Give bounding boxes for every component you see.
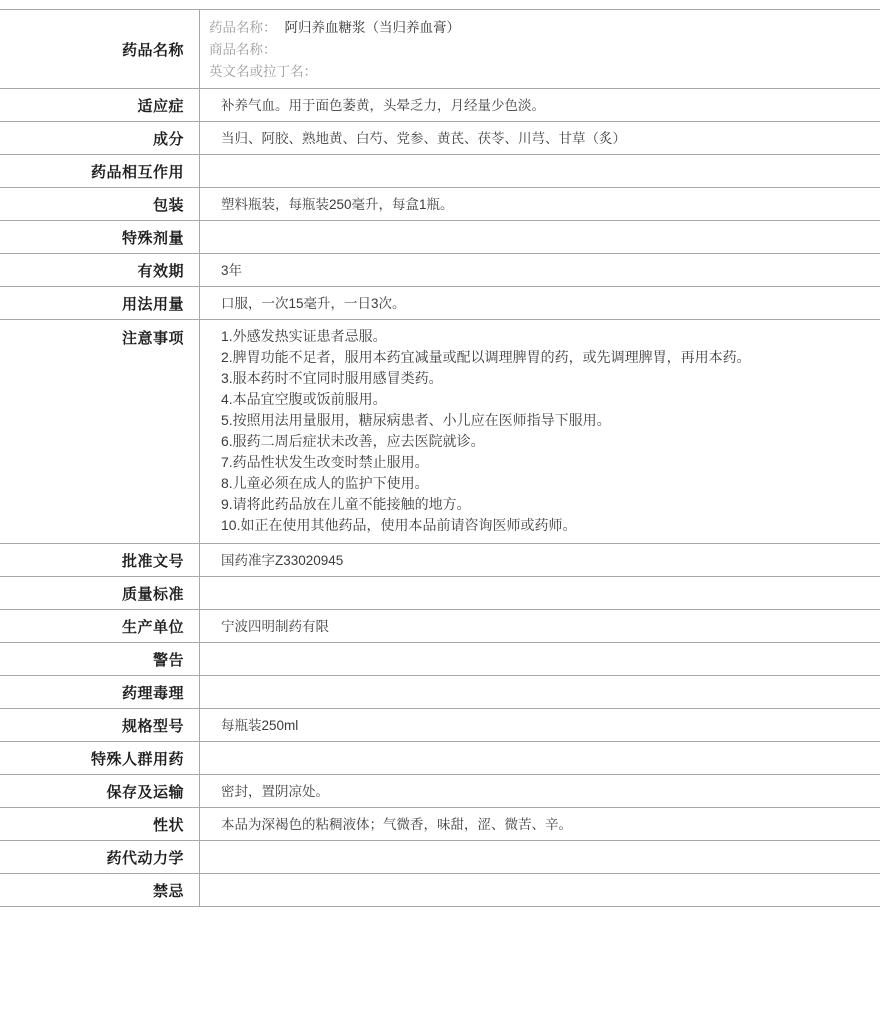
row-value: [200, 676, 880, 708]
english-name-line: [209, 61, 868, 83]
table-row: [0, 708, 880, 741]
row-value: [200, 221, 880, 253]
note-line: 5.按照用法用量服用，糖尿病患者、小儿应在医师指导下服用。: [221, 412, 611, 428]
drug-name-field-label: 药品名称：: [209, 20, 277, 35]
note-line: 6.服药二周后症状未改善，应去医院就诊。: [221, 433, 485, 449]
note-line: 10.如正在使用其他药品，使用本品前请咨询医师或药师。: [221, 517, 577, 533]
row-label: 性状: [0, 808, 200, 840]
row-value: [200, 577, 880, 609]
table-row: [0, 873, 880, 906]
table-row: [0, 675, 880, 708]
row-label: 成分: [0, 122, 200, 154]
row-value: 口服，一次15毫升，一日3次。: [221, 295, 406, 311]
drug-info-table: [0, 9, 880, 907]
note-line: 7.药品性状发生改变时禁止服用。: [221, 454, 429, 470]
row-value: 塑料瓶装，每瓶装250毫升，每盒1瓶。: [221, 196, 454, 212]
row-label: 质量标准: [0, 577, 200, 609]
table-row: [0, 807, 880, 840]
english-name-field-label: 英文名或拉丁名：: [209, 64, 317, 79]
row-value: 宁波四明制药有限: [221, 618, 329, 634]
table-row: [0, 642, 880, 675]
note-line: 8.儿童必须在成人的监护下使用。: [221, 475, 429, 491]
row-value: [200, 841, 880, 873]
table-row: [0, 840, 880, 873]
row-value: [200, 155, 880, 187]
table-row: [0, 774, 880, 807]
row-label: 禁忌: [0, 874, 200, 906]
row-value: 当归、阿胶、熟地黄、白芍、党参、黄芪、茯苓、川芎、甘草（炙）: [221, 130, 626, 146]
row-label: 保存及运输: [0, 775, 200, 807]
row-label: 适应症: [0, 89, 200, 121]
row-label: 药代动力学: [0, 841, 200, 873]
row-label: 有效期: [0, 254, 200, 286]
note-line: 4.本品宜空腹或饭前服用。: [221, 391, 387, 407]
table-row: [0, 286, 880, 319]
table-row: [0, 187, 880, 220]
row-label: 注意事项: [0, 320, 200, 543]
table-row: [0, 741, 880, 774]
row-label: 特殊剂量: [0, 221, 200, 253]
row-value: 密封，置阴凉处。: [221, 783, 329, 799]
row-value: 本品为深褐色的粘稠液体；气微香，味甜，涩、微苦、辛。: [221, 816, 572, 832]
row-label: 生产单位: [0, 610, 200, 642]
row-label: 用法用量: [0, 287, 200, 319]
note-line: 3.服本药时不宜同时服用感冒类药。: [221, 370, 443, 386]
table-row: [0, 253, 880, 286]
table-row: [0, 154, 880, 187]
table-row: [0, 121, 880, 154]
trade-name-line: [209, 39, 868, 61]
row-label: 药品相互作用: [0, 155, 200, 187]
note-line: 9.请将此药品放在儿童不能接触的地方。: [221, 496, 471, 512]
row-value: [200, 320, 880, 543]
table-row: [0, 319, 880, 543]
row-value: 3年: [221, 262, 243, 278]
drug-name-field-value: 阿归养血糖浆（当归养血膏）: [284, 20, 460, 35]
row-label: 批准文号: [0, 544, 200, 576]
row-value: [200, 643, 880, 675]
row-label: 包装: [0, 188, 200, 220]
row-label-drug-name: 药品名称: [0, 10, 200, 88]
row-label: 规格型号: [0, 709, 200, 741]
table-row: [0, 576, 880, 609]
drug-name-line: [209, 17, 868, 39]
row-value: [200, 742, 880, 774]
note-line: 1.外感发热实证患者忌服。: [221, 328, 387, 344]
row-value-drug-name: [200, 10, 880, 88]
table-row: [0, 543, 880, 576]
row-value: 国药准字Z33020945: [221, 552, 344, 568]
row-label: 警告: [0, 643, 200, 675]
table-row: [0, 220, 880, 253]
row-value: 每瓶装250ml: [221, 717, 299, 733]
row-value: [200, 874, 880, 906]
table-row: [0, 609, 880, 642]
row-label: 药理毒理: [0, 676, 200, 708]
table-row-drug-name: [0, 9, 880, 88]
row-value: 补养气血。用于面色萎黄，头晕乏力，月经量少色淡。: [221, 97, 545, 113]
table-row: [0, 88, 880, 121]
note-line: 2.脾胃功能不足者，服用本药宜减量或配以调理脾胃的药，或先调理脾胃，再用本药。: [221, 349, 751, 365]
row-label: 特殊人群用药: [0, 742, 200, 774]
trade-name-field-label: 商品名称：: [209, 42, 277, 57]
